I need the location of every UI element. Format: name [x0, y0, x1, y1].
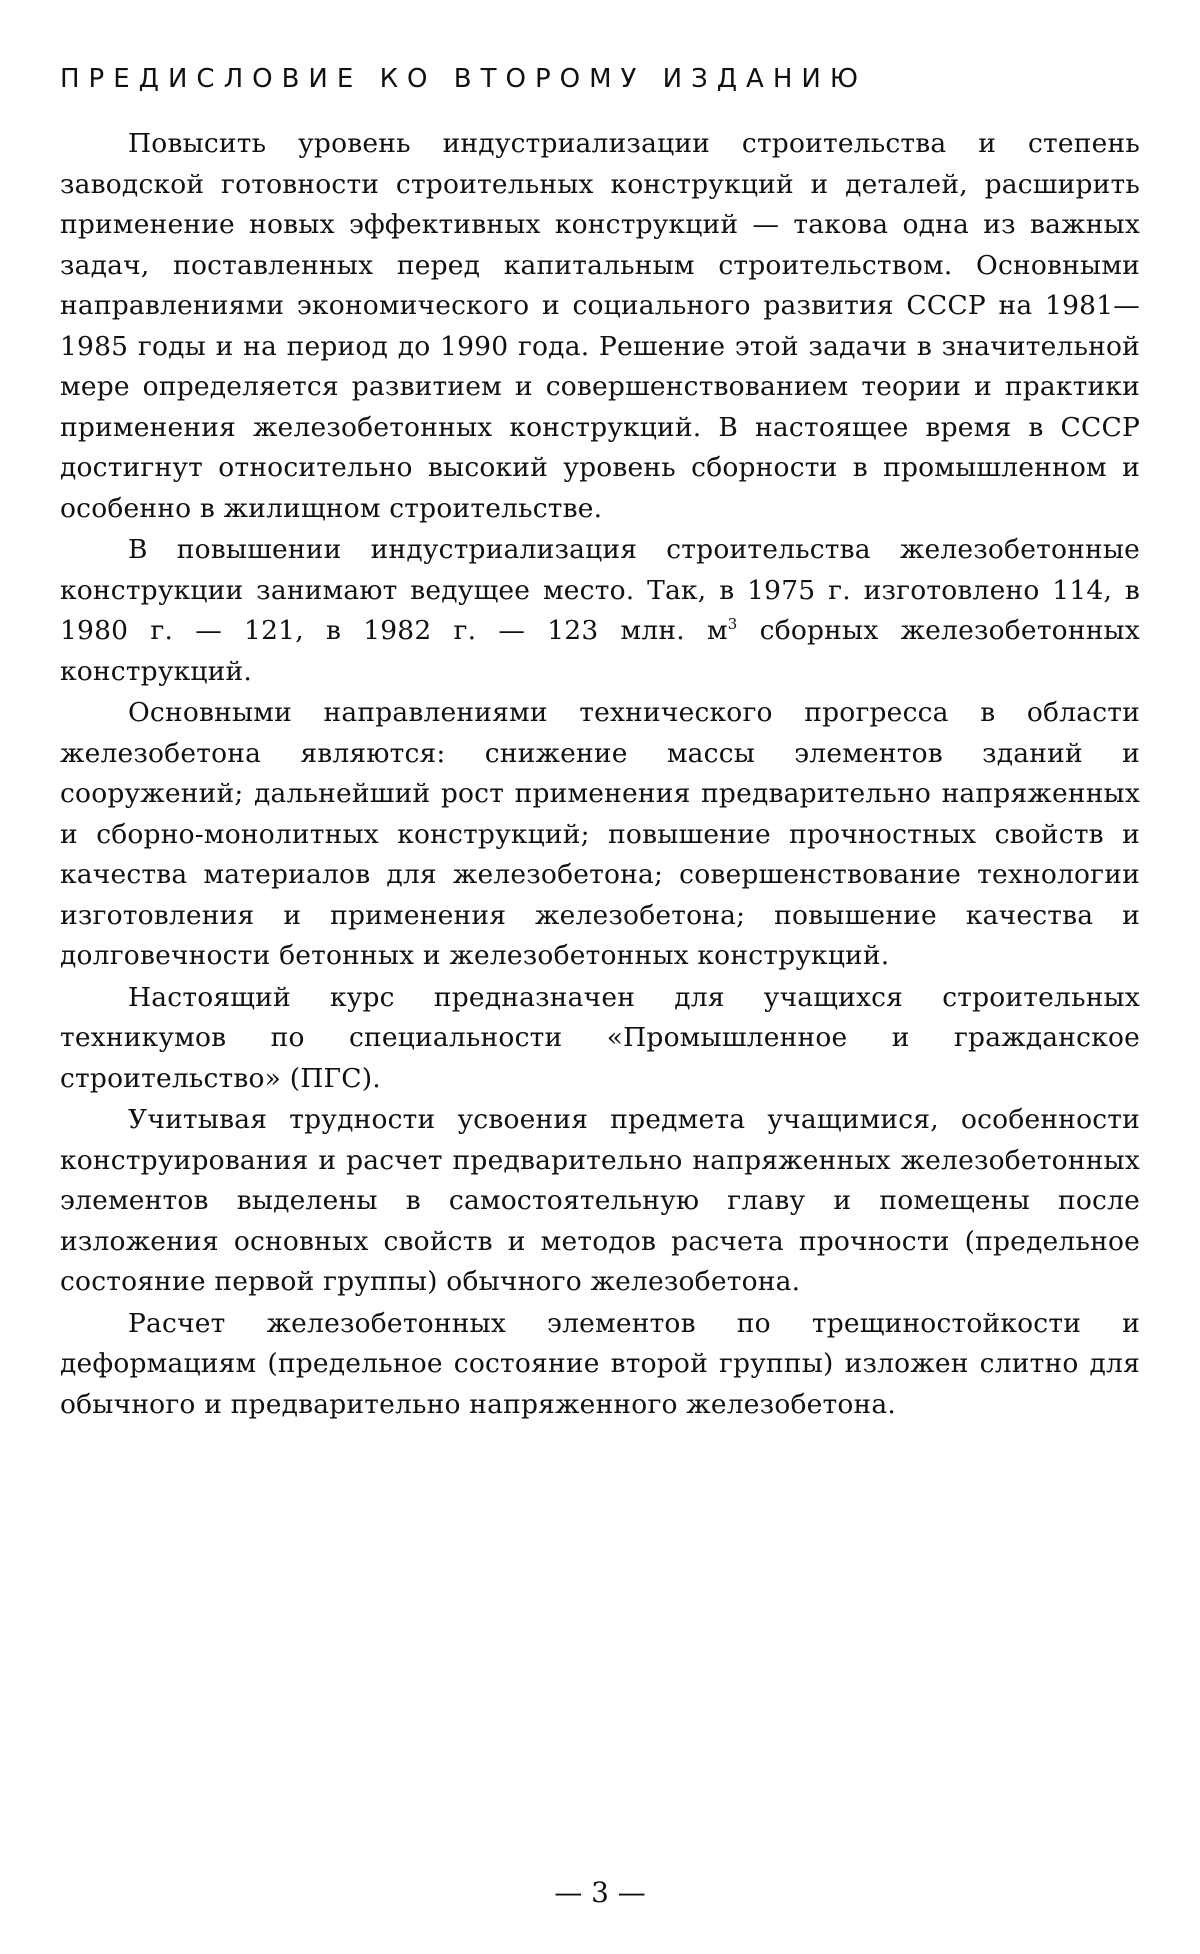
- paragraph-2-text: В повышении индустриализация строительства железобетонные конструкции занимают ведущее место. Так, в 1975 г. изготовлено 114, в 1980 г. — 121, в 1982 г. — 123 млн. м: [60, 534, 1140, 646]
- paragraph-3: Основными направлениями технического прогресса в области железобетона являются: снижение массы элементов зданий и сооружений; дальнейший рост применения предварительно напряженных и сборно-монолитных конструкций; повышение прочностных свойств и качества материалов для железобетона; совершенствование технологии изготовления и применения железобетона; повышение качества и долговечности бетонных и железобетонных конструкций.: [60, 697, 1140, 971]
- cubic-superscript: 3: [727, 615, 738, 634]
- page-body: [60, 62, 1140, 1426]
- paragraph-2-tail: сборных железобетонных конструкций.: [60, 615, 1140, 687]
- paragraph-4: Настоящий курс предназначен для учащихся строительных техникумов по специальности «Промышленное и гражданское строительство» (ПГС).: [60, 981, 1140, 1094]
- paragraph-6: Расчет железобетонных элементов по трещиностойкости и деформациям (предельное состояние второй группы) изложен слитно для обычного и предварительно напряженного железобетона.: [60, 1307, 1140, 1420]
- section-heading: ПРЕДИСЛОВИЕ КО ВТОРОМУ ИЗДАНИЮ: [60, 64, 867, 94]
- paragraph-1: Повысить уровень индустриализации строительства и степень заводской готовности строительных конструкций и деталей, расширить применение новых эффективных конструкций — такова одна из важных задач, поставленных перед капитальным строительством. Основными направлениями экономического и социального развития СССР на 1981—1985 годы и на период до 1990 года. Решение этой задачи в значительной мере определяется развитием и совершенствованием теории и практики применения железобетонных конструкций. В настоящее время в СССР достигнут относительно высокий уровень сборности в промышленном и особенно в жилищном строительстве.: [60, 128, 1140, 524]
- paragraph-2: [60, 530, 1140, 692]
- paragraph-5: Учитывая трудности усвоения предмета учащимися, особенности конструирования и расчет предварительно напряженных железобетонных элементов выделены в самостоятельную главу и помещены после изложения основных свойств и методов расчета прочности (предельное состояние первой группы) обычного железобетона.: [60, 1104, 1140, 1297]
- page-number: — 3 —: [554, 1876, 646, 1909]
